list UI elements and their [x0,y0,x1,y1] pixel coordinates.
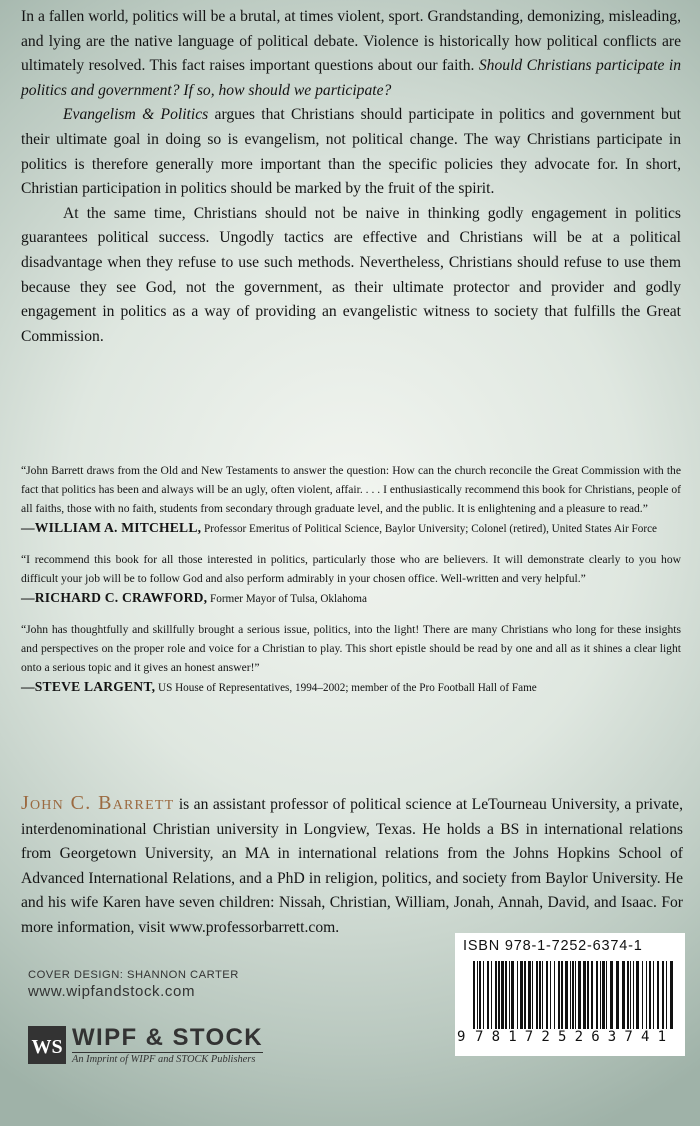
barcode-digit: 5 [558,1029,567,1045]
publisher-logo [28,1025,263,1065]
barcode-digit: 6 [591,1029,600,1045]
endorsement-attribution [21,590,367,605]
endorsements [21,461,681,709]
publisher-tagline: An Imprint of WIPF and STOCK Publishers [72,1052,263,1065]
endorsement-attribution [21,679,537,694]
blurb-paragraph-2 [21,103,681,201]
endorsement-text: “John Barrett draws from the Old and New Testaments to answer the question: How can the church reconcile the Great Commission with the fact that politics has been and always will be an ugly, often violent, affair. . . . I enthusiastically recommend this book for Christians, people of all faiths, those with no faith, students from secondary through graduate level, and the public. It is enlightening and a pleasure to read.” [21,464,681,515]
endorser-name: —RICHARD C. CRAWFORD, [21,590,208,605]
barcode-digit: 7 [475,1029,484,1045]
endorsement-attribution [21,520,657,535]
blurb-p1-question: Should Christians participate in politics and government? If so, how should we participate? [21,57,681,99]
blurb [21,5,681,349]
credits [28,969,239,1000]
ws-logo-icon [28,1026,66,1064]
barcode-digit: 3 [607,1029,617,1045]
endorsement-mitchell [21,461,681,539]
author-bio-text: is an assistant professor of political science at LeTourneau University, a private, interdenominational Christian university in Longview, Texas. He holds a BS in international relations from Georgetown University, an MA in international relations from the Johns Hopkins School of Advanced International Relations, and a PhD in religion, politics, and society from Baylor University. He and his wife Karen have seven children: Nissah, Christian, William, Jonah, Annah, David, and Isaac. For more information, visit www.professorbarrett.com. [21,796,683,936]
barcode-digit: 1 [508,1029,517,1045]
barcode-digit: 4 [641,1029,650,1045]
isbn-number: ISBN 978-1-7252-6374-1 [463,938,643,954]
barcode-digit: 7 [624,1029,633,1045]
book-title-inline: Evangelism & Politics [63,106,209,124]
blurb-paragraph-1 [21,5,681,103]
publisher-name: WIPF & STOCK [72,1024,264,1051]
blurb-p2-text: argues that Christians should participate in politics and government but their ultimate goal in doing so is evangelism, not political change. The way Christians participate in politics is therefore generally more important than the specific policies they advocate for. In short, Christian participation in politics should be marked by the fruit of the spirit. [21,106,681,198]
blurb-paragraph-3: At the same time, Christians should not be naive in thinking godly engagement in politics guarantees political success. Ungodly tactics are effective and Christians will be at a political disadvantage when they refuse to use such methods. Nevertheless, Christians should refuse to use them because they see God, not the government, as their ultimate protector and provider and godly engagement in politics as a way of providing an evangelistic witness to society that fulfills the Great Commission. [21,204,681,345]
endorsement-text: “John has thoughtfully and skillfully brought a serious issue, politics, into the light! There are many Christians who long for these insights and perspectives on the proper role and voice for a Christian to play. This short epistle should be read by one and all as it shines a clear light onto a serious topic and it gives an honest answer!” [21,623,681,674]
isbn-barcode [455,933,685,1056]
endorser-name: —STEVE LARGENT, [21,679,156,694]
endorsement-largent [21,620,681,698]
endorser-name: —WILLIAM A. MITCHELL, [21,520,202,535]
logo-letters: WS [31,1036,63,1058]
endorser-title: Former Mayor of Tulsa, Oklahoma [210,593,367,605]
barcode-digit: 2 [541,1029,550,1045]
endorser-title: Professor Emeritus of Political Science, Baylor University; Colonel (retired), United States Air Force [204,523,657,535]
endorser-title: US House of Representatives, 1994–2002; member of the Pro Football Hall of Fame [157,682,537,694]
barcode-digit: 8 [491,1029,501,1045]
endorsement-text: “I recommend this book for all those interested in politics, particularly those who are believers. It will demonstrate clearly to you how difficult your job will be to follow God and also perform admirably in your chosen office. Well-written and very helpful.” [21,553,681,585]
endorsement-crawford [21,550,681,609]
cover-design-credit: COVER DESIGN: SHANNON CARTER [28,969,239,981]
barcode-digit: 9 [457,1029,466,1045]
author-bio [21,791,683,941]
blurb-p1-text: In a fallen world, politics will be a brutal, at times violent, sport. Grandstanding, demonizing, misleading, and lying are the native language of political debate. Violence is historically how political conflicts are ultimately resolved. This fact raises important questions about our faith. [21,8,681,75]
barcode-digit: 7 [524,1029,534,1045]
barcode-icon [461,961,679,1029]
author-name: John C. Barrett [21,792,175,814]
publisher-text [72,1025,263,1065]
publisher-url: www.wipfandstock.com [28,983,196,1000]
barcode-digit: 1 [657,1029,667,1045]
barcode-digit: 2 [574,1029,584,1045]
